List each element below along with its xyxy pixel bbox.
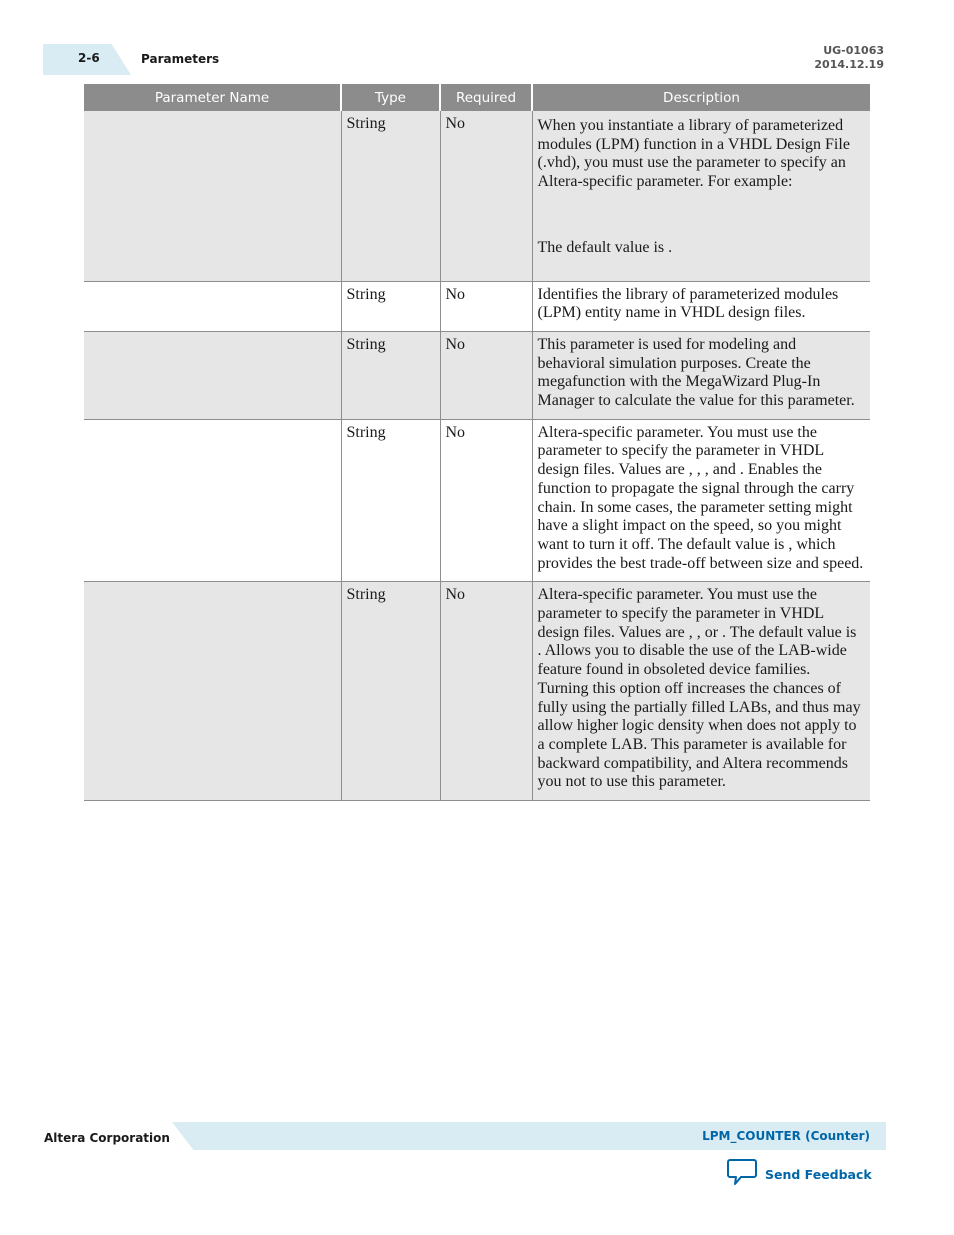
required-cell: No bbox=[440, 281, 532, 331]
table-row bbox=[84, 419, 870, 582]
table-row bbox=[84, 331, 870, 419]
document-date: 2014.12.19 bbox=[814, 58, 884, 71]
required-cell: No bbox=[440, 331, 532, 419]
description-text: Altera-specific parameter. You must use the parameter to specify the parameter in VHDL design files. Values are , , or . The default value is . Allows you to disable the use of the LAB-wide feature found in obsoleted device families. Turning this option off increases the chances of fully using the partially filled LABs, and thus may allow higher logic density when does not apply to a complete LAB. This parameter is available for backward compatibility, and Altera recommends you not to use this parameter. bbox=[537, 586, 861, 791]
column-header-required: Required bbox=[440, 84, 532, 111]
column-header-type: Type bbox=[341, 84, 440, 111]
type-cell: String bbox=[341, 331, 440, 419]
column-header-description: Description bbox=[532, 84, 870, 111]
parameter-name-cell bbox=[84, 582, 341, 801]
description-cell bbox=[532, 281, 870, 331]
description-cell bbox=[532, 111, 870, 281]
table-row bbox=[84, 582, 870, 801]
parameter-name-cell bbox=[84, 331, 341, 419]
company-name: Altera Corporation bbox=[44, 1131, 170, 1145]
parameters-table bbox=[84, 84, 870, 801]
description-text: This parameter is used for modeling and behavioral simulation purposes. Create the megafunction with the MegaWizard Plug-In Manager to calculate the value for this parameter. bbox=[537, 335, 855, 410]
document-title-link[interactable]: LPM_COUNTER (Counter) bbox=[702, 1129, 870, 1143]
required-cell: No bbox=[440, 419, 532, 582]
table-header-row bbox=[84, 84, 870, 111]
description-text: Altera-specific parameter. You must use the parameter to specify the parameter in VHDL design files. Values are , , , and . Enables the function to propagate the signal through the carry chain. In some cases, the parameter setting might have a slight impact on the speed, so you might want to turn it off. The default value is , which provides the best trade-off between size and speed. bbox=[537, 423, 864, 572]
type-cell: String bbox=[341, 419, 440, 582]
description-cell bbox=[532, 331, 870, 419]
send-feedback-label: Send Feedback bbox=[765, 1167, 872, 1182]
table-row bbox=[84, 111, 870, 281]
type-cell: String bbox=[341, 281, 440, 331]
description-cell bbox=[532, 582, 870, 801]
required-cell: No bbox=[440, 582, 532, 801]
description-text: When you instantiate a library of parameterized modules (LPM) function in a VHDL Design File (.vhd), you must use the parameter to specify an Altera-specific parameter. For example: bbox=[537, 117, 850, 191]
document-info bbox=[814, 44, 884, 72]
parameter-name-cell bbox=[84, 419, 341, 582]
description-text: The default value is . bbox=[537, 238, 673, 256]
table-row bbox=[84, 281, 870, 331]
parameter-name-cell bbox=[84, 281, 341, 331]
description-text: Identifies the library of parameterized modules (LPM) entity name in VHDL design files. bbox=[537, 285, 839, 322]
document-id: UG-01063 bbox=[823, 44, 884, 57]
column-header-parameter-name: Parameter Name bbox=[84, 84, 341, 111]
description-cell bbox=[532, 419, 870, 582]
required-cell: No bbox=[440, 111, 532, 281]
section-title: Parameters bbox=[141, 52, 220, 66]
type-cell: String bbox=[341, 582, 440, 801]
type-cell: String bbox=[341, 111, 440, 281]
page-number: 2-6 bbox=[78, 51, 100, 65]
send-feedback-link[interactable] bbox=[727, 1158, 872, 1191]
parameter-name-cell bbox=[84, 111, 341, 281]
chat-bubble-icon bbox=[727, 1158, 757, 1191]
